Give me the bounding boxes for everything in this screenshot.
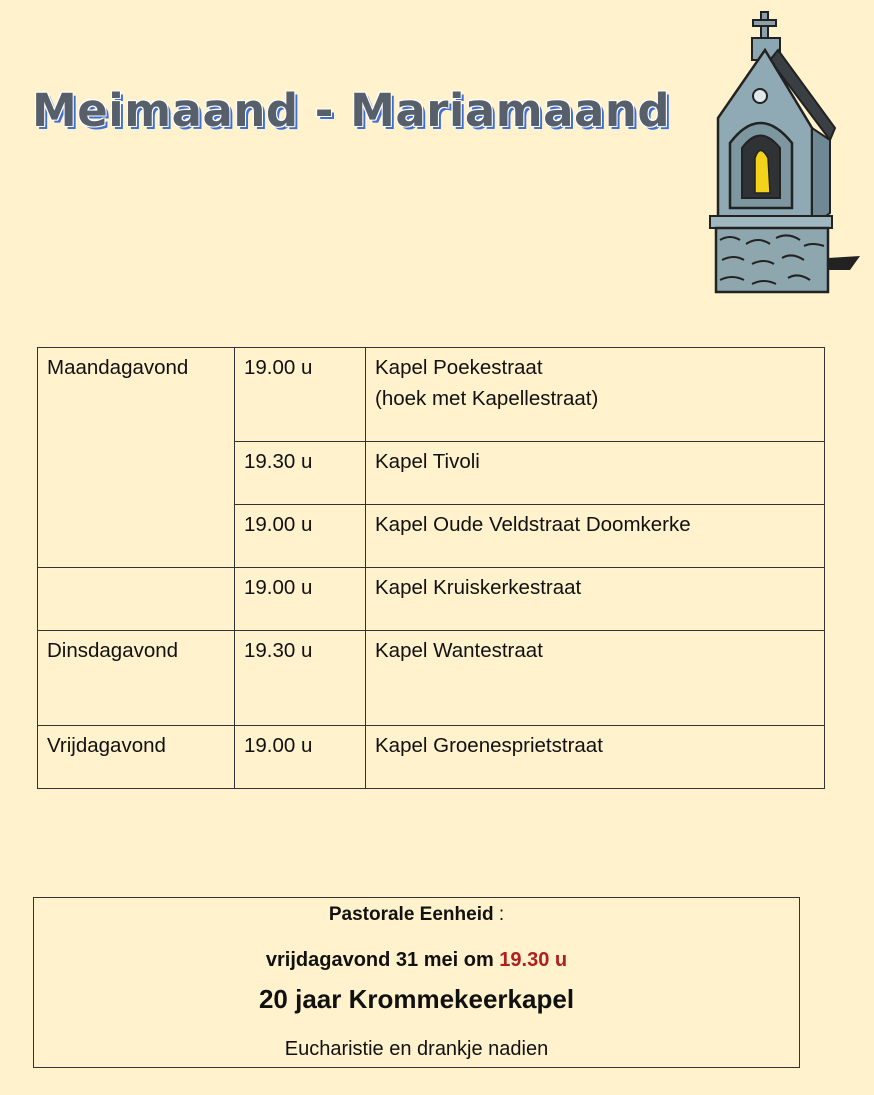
notice-box xyxy=(33,897,800,1068)
location-cell: Kapel Tivoli xyxy=(366,442,825,505)
time-cell: 19.30 u xyxy=(235,442,366,505)
location-name: Kapel Poekestraat xyxy=(375,356,543,379)
location-cell: Kapel Groenesprietstraat xyxy=(366,726,825,789)
notice-date-line xyxy=(34,949,799,972)
time-cell: 19.30 u xyxy=(235,631,366,726)
page-title: Meimaand - Mariamaand xyxy=(32,84,671,137)
time-cell: 19.00 u xyxy=(235,568,366,631)
day-cell: Maandagavond xyxy=(38,348,235,568)
table-row xyxy=(38,348,825,442)
day-cell: Vrijdagavond xyxy=(38,726,235,789)
table-row xyxy=(38,568,825,631)
location-cell: Kapel Wantestraat xyxy=(366,631,825,726)
notice-heading-suffix: : xyxy=(493,904,505,925)
table-row xyxy=(38,631,825,726)
day-cell: Dinsdagavond xyxy=(38,631,235,726)
time-cell: 19.00 u xyxy=(235,505,366,568)
notice-heading: Pastorale Eenheid xyxy=(328,904,494,925)
chapel-icon xyxy=(700,8,862,298)
location-cell: Kapel Kruiskerkestraat xyxy=(366,568,825,631)
notice-time: 19.30 u xyxy=(499,949,568,971)
notice-date: vrijdagavond 31 mei om xyxy=(265,949,500,971)
schedule-table xyxy=(37,347,825,789)
table-row xyxy=(38,726,825,789)
day-cell xyxy=(38,568,235,631)
notice-details: Eucharistie en drankje nadien xyxy=(284,1038,549,1060)
location-note: (hoek met Kapellestraat) xyxy=(375,387,599,410)
location-cell: Kapel Oude Veldstraat Doomkerke xyxy=(366,505,825,568)
notice-event: 20 jaar Krommekeerkapel xyxy=(258,984,575,1014)
location-cell xyxy=(366,348,825,442)
time-cell: 19.00 u xyxy=(235,348,366,442)
notice-heading-line xyxy=(34,904,799,926)
time-cell: 19.00 u xyxy=(235,726,366,789)
